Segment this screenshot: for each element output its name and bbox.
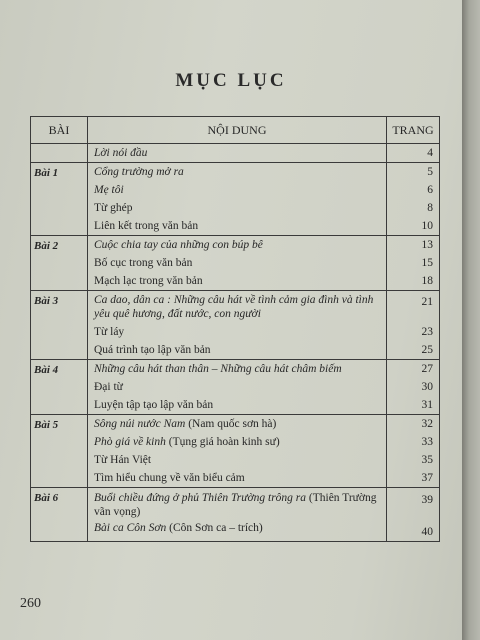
entry-page: 27 (421, 363, 433, 375)
entry-title: Mạch lạc trong văn bản (94, 275, 203, 287)
toc-row-intro (31, 144, 440, 163)
entry-title: Luyện tập tạo lập văn bản (94, 399, 214, 411)
entry-page: 10 (421, 220, 433, 232)
entry-title: Bài ca Côn Sơn (94, 522, 167, 534)
entry-subtitle: (Nam quốc sơn hà) (185, 418, 277, 430)
entry-page: 18 (421, 275, 433, 287)
toc-table (30, 116, 440, 542)
entry-title: Buổi chiều đứng ở phủ Thiên Trường trông ra (94, 492, 307, 504)
toc-row-lesson-2 (31, 236, 440, 291)
toc-row-lesson-4 (31, 360, 440, 415)
toc-row-lesson-3 (31, 291, 440, 360)
entry-page: 37 (421, 472, 433, 484)
entry-page: 5 (427, 166, 433, 178)
entry-page: 32 (421, 418, 433, 430)
entry-title: Phò giá về kinh (94, 436, 166, 448)
entry-subtitle: (Côn Sơn ca – trích) (166, 522, 263, 534)
toc-header-row (31, 117, 440, 144)
entry-title: Những câu hát than thân – Những câu hát châm biếm (94, 363, 342, 375)
entry-subtitle: (Thiên Trường vãn vọng) (94, 492, 377, 518)
header-noi-dung: NỘI DUNG (88, 117, 387, 144)
toc-row-lesson-6 (31, 488, 440, 542)
entry-title: Từ láy (94, 326, 125, 338)
entry-title: Từ Hán Việt (94, 454, 152, 466)
entry-page: 40 (421, 526, 433, 538)
lesson-label: Bài 3 (34, 295, 59, 307)
entry-title: Cuộc chia tay của những con búp bê (94, 239, 263, 251)
lesson-label: Bài 5 (34, 419, 59, 431)
entry-page: 31 (421, 399, 433, 411)
toc-row-lesson-1 (31, 163, 440, 236)
entry-page: 8 (427, 202, 433, 214)
lesson-label: Bài 1 (34, 167, 59, 179)
entry-title: Ca dao, dân ca : Những câu hát về tình cảm gia đình và tình yêu quê hương, đất nước, con người (94, 294, 374, 320)
entry-page: 6 (427, 184, 433, 196)
page-number: 260 (20, 596, 41, 611)
entry-page: 23 (421, 326, 433, 338)
entry-title: Từ ghép (94, 202, 133, 214)
entry-page: 13 (421, 239, 433, 251)
entry-title: Bố cục trong văn bản (94, 257, 193, 269)
entry-page: 4 (427, 147, 433, 159)
entry-title: Liên kết trong văn bản (94, 220, 199, 232)
toc-row-lesson-5 (31, 415, 440, 488)
entry-page: 30 (421, 381, 433, 393)
entry-title: Quá trình tạo lập văn bản (94, 344, 211, 356)
entry-page: 15 (421, 257, 433, 269)
entry-title: Đại từ (94, 381, 123, 393)
entry-page: 35 (421, 454, 433, 466)
entry-subtitle: (Tụng giá hoàn kinh sư) (165, 436, 280, 448)
entry-page: 25 (421, 344, 433, 356)
entry-title: Sông núi nước Nam (94, 418, 186, 430)
entry-title: Mẹ tôi (94, 184, 124, 196)
entry-page: 39 (421, 494, 433, 506)
entry-page: 21 (421, 296, 433, 308)
lesson-label: Bài 2 (34, 240, 59, 252)
entry-page: 33 (421, 436, 433, 448)
header-bai: BÀI (31, 117, 88, 144)
header-trang: TRANG (387, 117, 440, 144)
next-page-edge (462, 0, 480, 640)
entry-title: Cổng trường mở ra (94, 166, 184, 178)
page-title: MỤC LỤC (175, 70, 287, 91)
entry-title: Tìm hiểu chung về văn biểu cảm (94, 472, 245, 484)
lesson-label: Bài 4 (34, 364, 59, 376)
entry-title: Lời nói đầu (94, 147, 148, 159)
lesson-label: Bài 6 (34, 492, 59, 504)
